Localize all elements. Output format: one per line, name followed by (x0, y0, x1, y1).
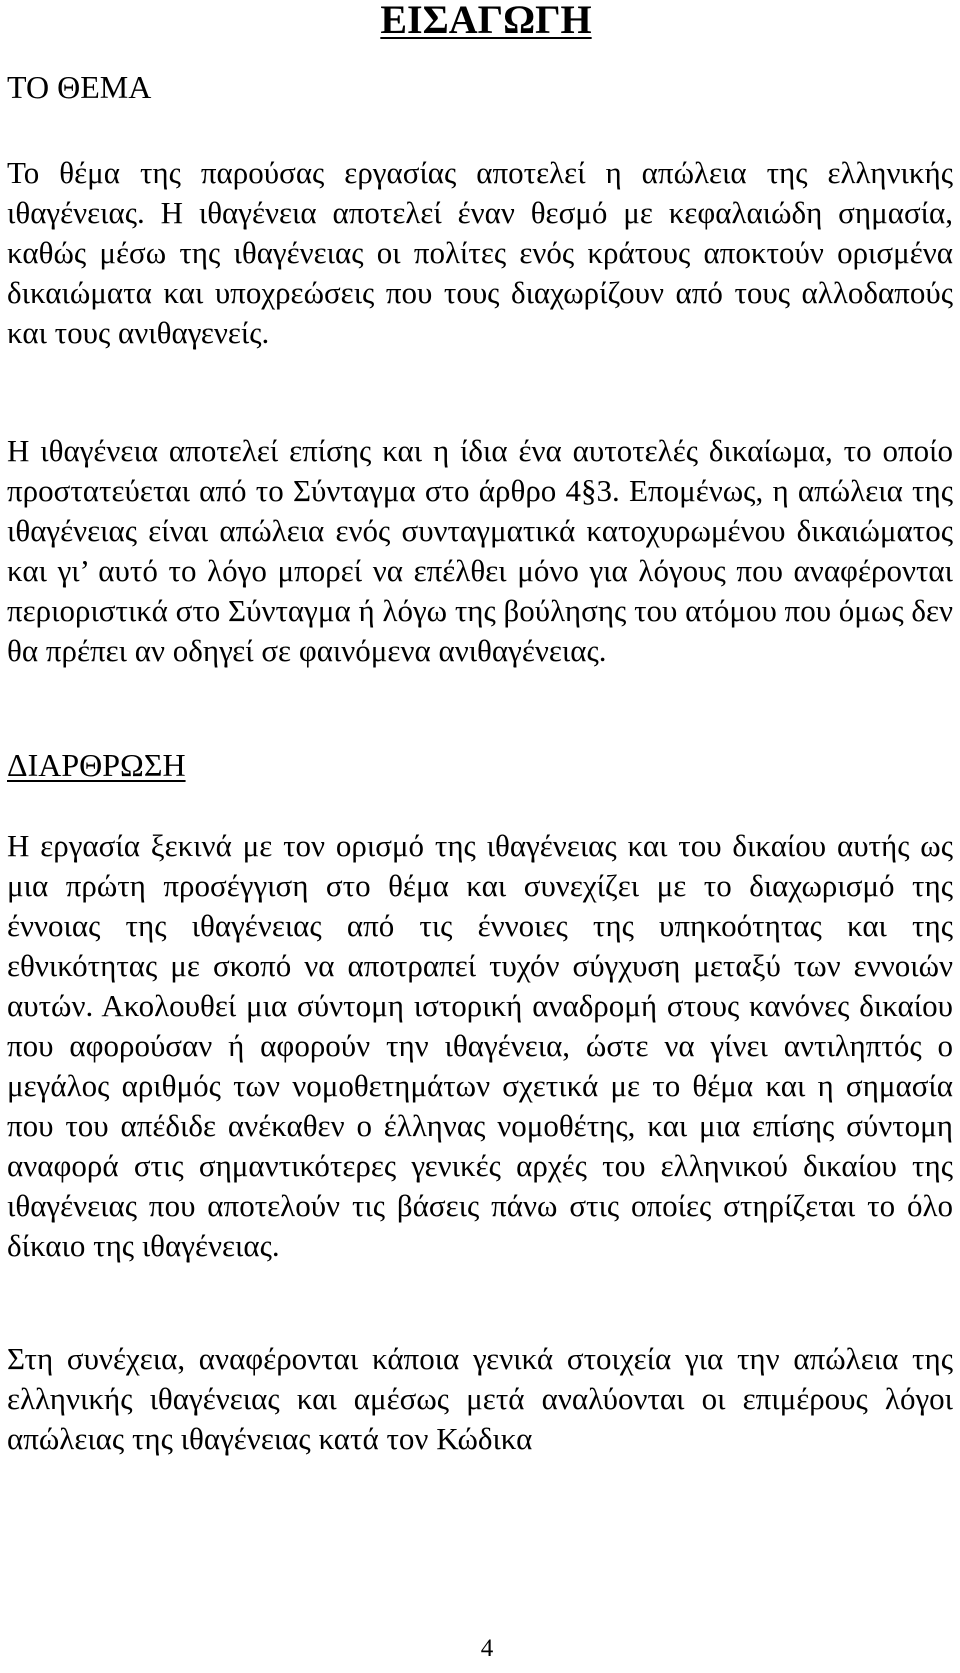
document-page (7, 0, 953, 1673)
paragraph-topic-1: Το θέμα της παρούσας εργασίας αποτελεί η απώλεια της ελληνικής ιθαγένειας. Η ιθαγένεια αποτελεί έναν θεσμό με κεφαλαιώδη σημασία, καθώς μέσω της ιθαγένειας οι πολίτες ενός κράτους αποκτούν ορισμένα δικαιώματα και υποχρεώσεις που τους διαχωρίζουν από τους αλλοδαπούς και τους ανιθαγενείς. (7, 155, 953, 350)
paragraph-structure-2: Στη συνέχεια, αναφέρονται κάποια γενικά στοιχεία για την απώλεια της ελληνικής ιθαγένειας και αμέσως μετά αναλύονται οι επιμέρους λόγοι απώλειας της ιθαγένειας κατά τον Κώδικα (7, 1341, 953, 1456)
document-title: ΕΙΣΑΓΩΓΗ (380, 0, 592, 42)
section-heading-topic: ΤΟ ΘΕΜΑ (7, 69, 152, 105)
paragraph-topic-2: Η ιθαγένεια αποτελεί επίσης και η ίδια ένα αυτοτελές δικαίωμα, το οποίο προστατεύεται από το Σύνταγμα στο άρθρο 4§3. Επομένως, η απώλεια της ιθαγένειας είναι απώλεια ενός συνταγματικά κατοχυρωμένου δικαιώματος και γι’ αυτό το λόγο μπορεί να επέλθει μόνο για λόγους που αναφέρονται περιοριστικά στο Σύνταγμα ή λόγω της βούλησης του ατόμου που όμως δεν θα πρέπει αν οδηγεί σε φαινόμενα ανιθαγένειας. (7, 433, 953, 668)
section-heading-structure: ΔΙΑΡΘΡΩΣΗ (7, 747, 186, 783)
paragraph-structure-1: Η εργασία ξεκινά με τον ορισμό της ιθαγένειας και του δικαίου αυτής ως μια πρώτη προσέγγιση στο θέμα και συνεχίζει με το διαχωρισμό της έννοιας της ιθαγένειας από τις έννοιες της υπηκοότητας και της εθνικότητας με σκοπό να αποτραπεί τυχόν σύγχυση μεταξύ των εννοιών αυτών. Ακολουθεί μια σύντομη ιστορική αναδρομή στους κανόνες δικαίου που αφορούσαν ή αφορούν την ιθαγένεια, ώστε να γίνει αντιληπτός ο μεγάλος αριθμός των νομοθετημάτων σχετικά με το θέμα και η σημασία που του απέδιδε ανέκαθεν ο έλληνας νομοθέτης, και μια επίσης σύντομη αναφορά στις σημαντικότερες γενικές αρχές του ελληνικού δικαίου της ιθαγένειας που αποτελούν τις βάσεις πάνω στις οποίες στηρίζεται το όλο δίκαιο της ιθαγένειας. (7, 828, 953, 1263)
page-number: 4 (480, 1635, 494, 1662)
